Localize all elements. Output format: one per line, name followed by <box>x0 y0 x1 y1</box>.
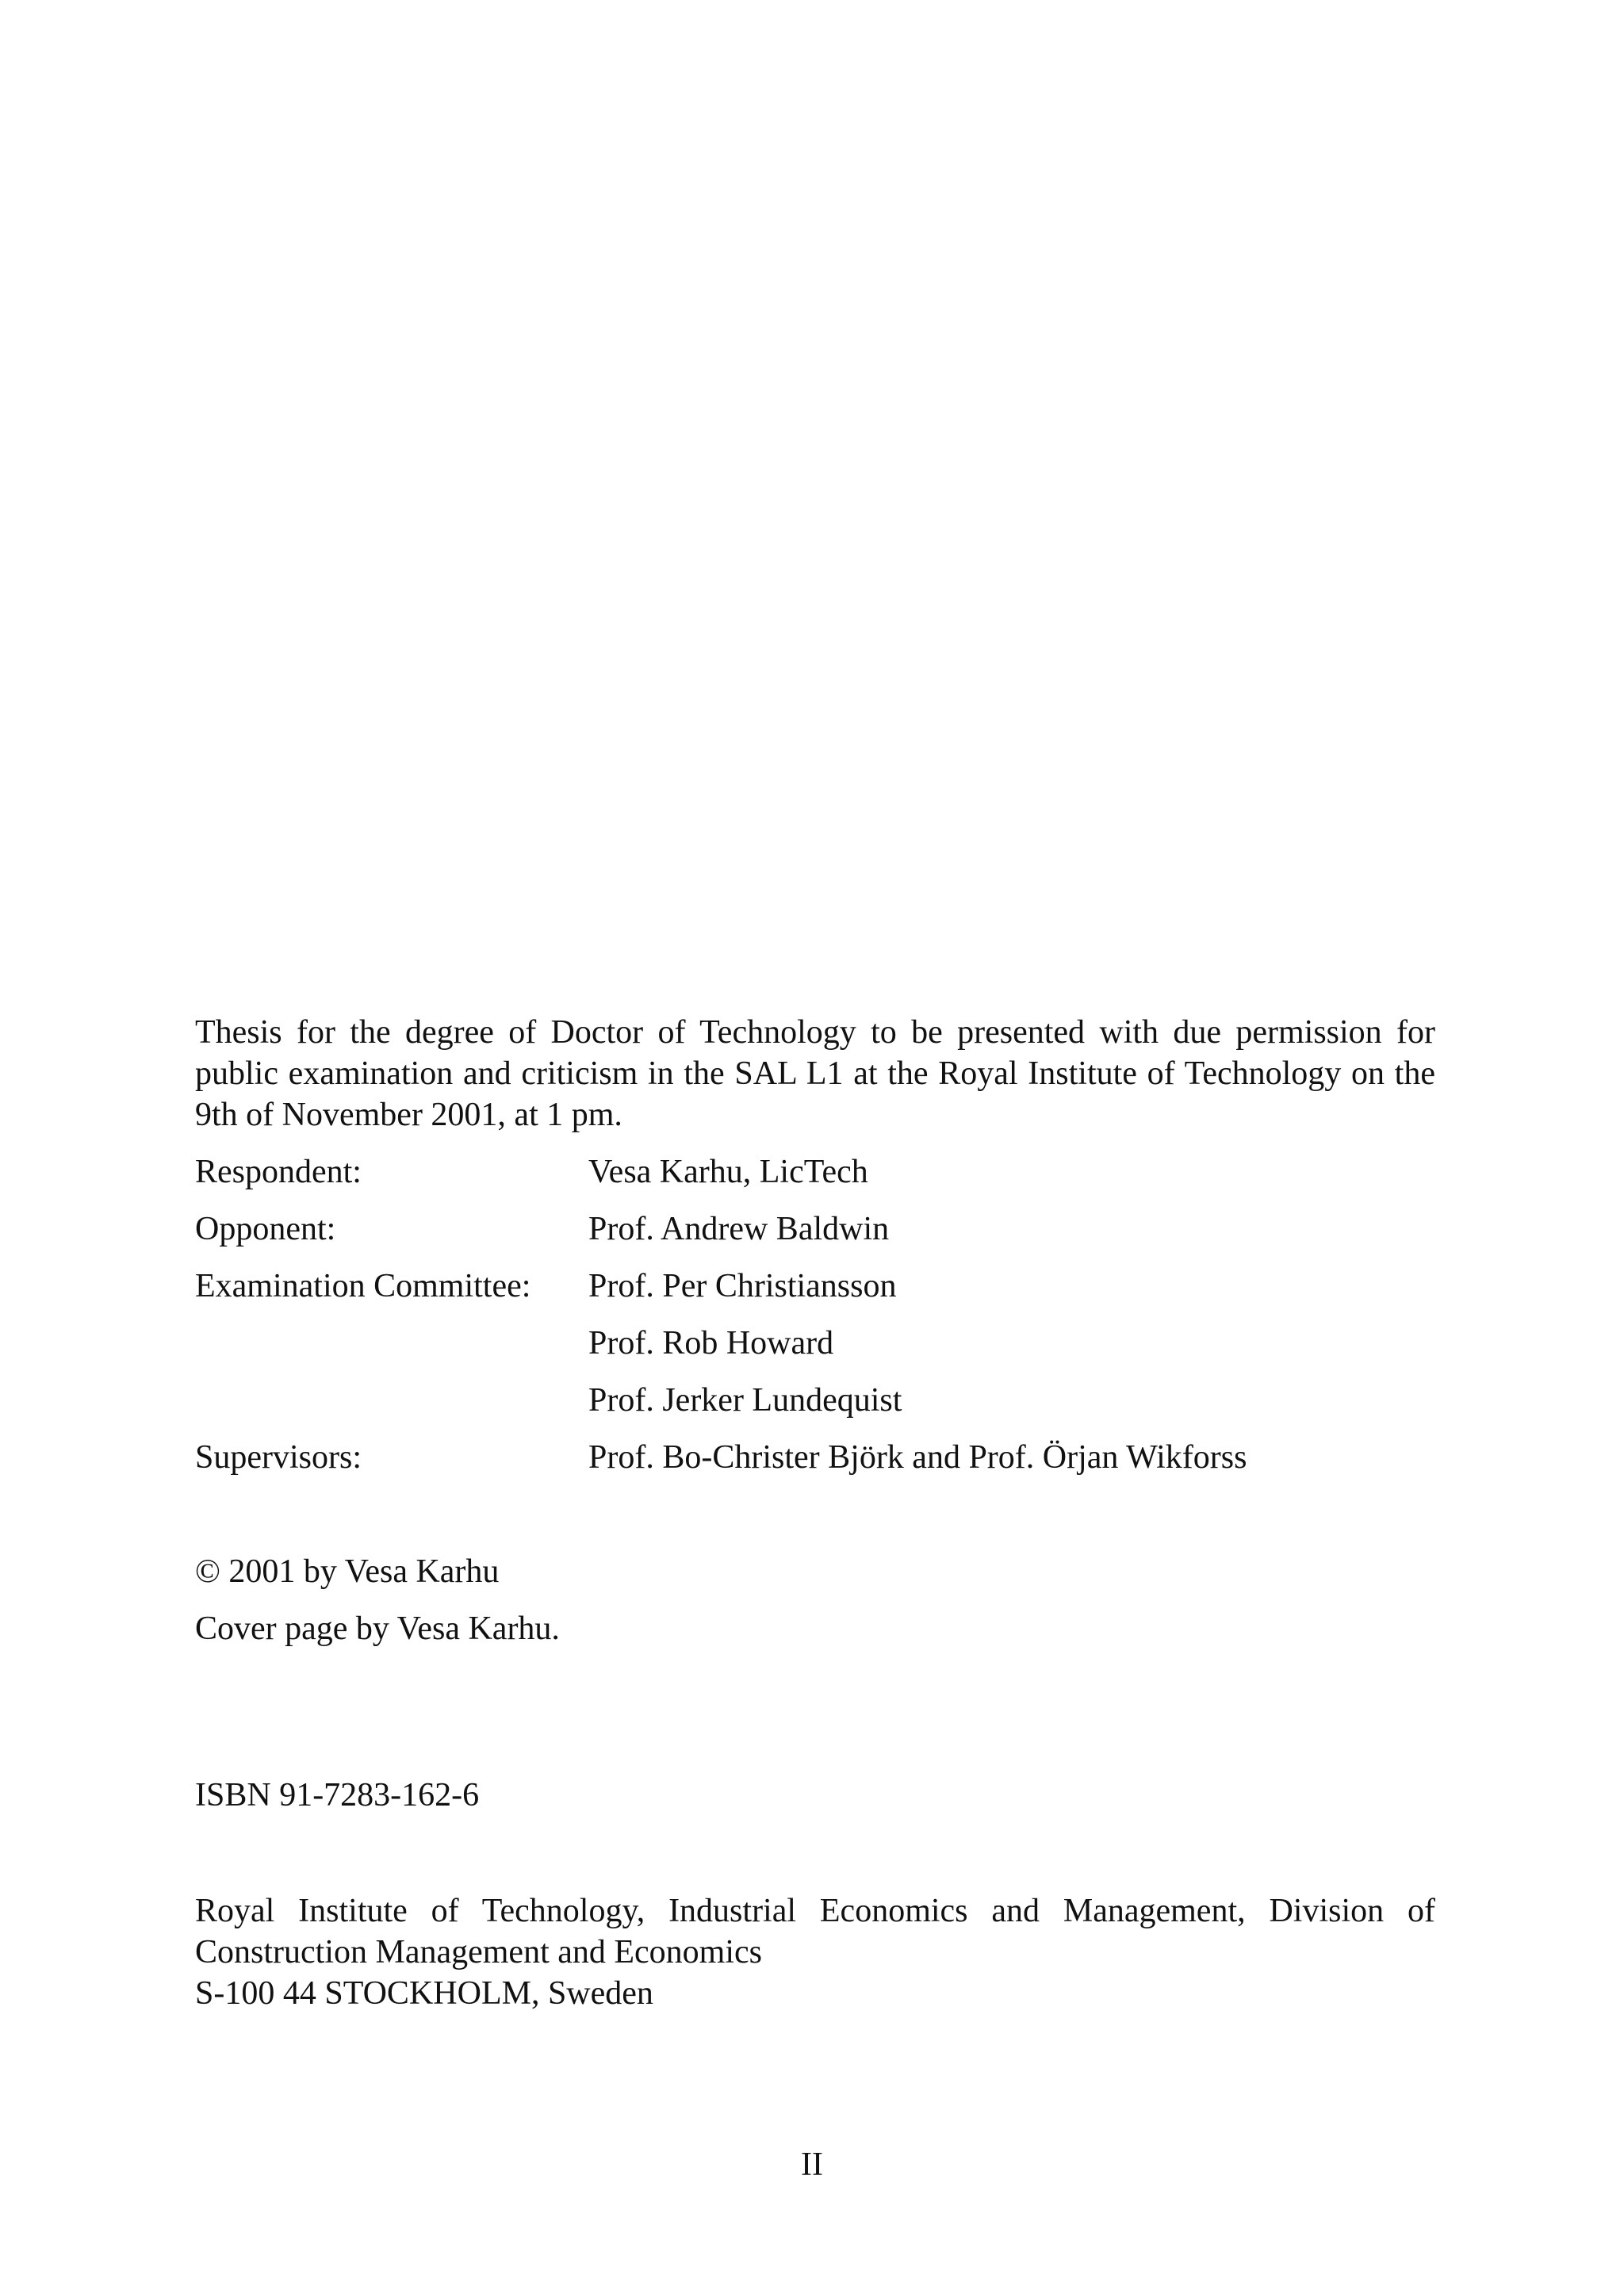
address-line: S-100 44 STOCKHOLM, Sweden <box>195 1975 653 2012</box>
address-line: Royal Institute of Technology, Industrial Economics and Management, Division of <box>195 1893 1435 1929</box>
examiner-name: Prof. Rob Howard <box>588 1325 834 1361</box>
supervisors-names: Prof. Bo-Christer Björk and Prof. Örjan Wikforss <box>588 1439 1247 1476</box>
examiner-name: Prof. Jerker Lundequist <box>588 1382 902 1419</box>
supervisors-row <box>195 1437 1435 1494</box>
examination-committee-row <box>195 1323 1435 1380</box>
institution-address <box>195 1890 1435 2014</box>
respondent-name: Vesa Karhu, LicTech <box>588 1154 868 1190</box>
examination-committee-row <box>195 1266 1435 1323</box>
address-line: Construction Management and Economics <box>195 1934 763 1970</box>
copyright-notice: © 2001 by Vesa Karhu <box>195 1553 500 1590</box>
examination-committee-row <box>195 1380 1435 1437</box>
opponent-row <box>195 1208 1435 1266</box>
examiner-name: Prof. Per Christiansson <box>588 1268 897 1304</box>
page-number: II <box>801 2147 823 2183</box>
thesis-statement: Thesis for the degree of Doctor of Technology to be presented with due permission for public examination and criticism in the SAL L1 at the Royal Institute of Technology on the 9th of November 2001, at 1 pm. <box>195 1014 1435 1133</box>
cover-credit: Cover page by Vesa Karhu. <box>195 1610 560 1647</box>
committee-list <box>195 1151 1435 1494</box>
opponent-name: Prof. Andrew Baldwin <box>588 1211 890 1247</box>
opponent-label: Opponent: <box>195 1211 336 1247</box>
title-page-content <box>195 1012 1435 2014</box>
supervisors-label: Supervisors: <box>195 1439 362 1476</box>
respondent-label: Respondent: <box>195 1154 362 1190</box>
respondent-row <box>195 1151 1435 1208</box>
examination-committee-label: Examination Committee: <box>195 1268 531 1304</box>
copyright-block <box>195 1551 1435 1649</box>
isbn: ISBN 91-7283-162-6 <box>195 1777 480 1813</box>
